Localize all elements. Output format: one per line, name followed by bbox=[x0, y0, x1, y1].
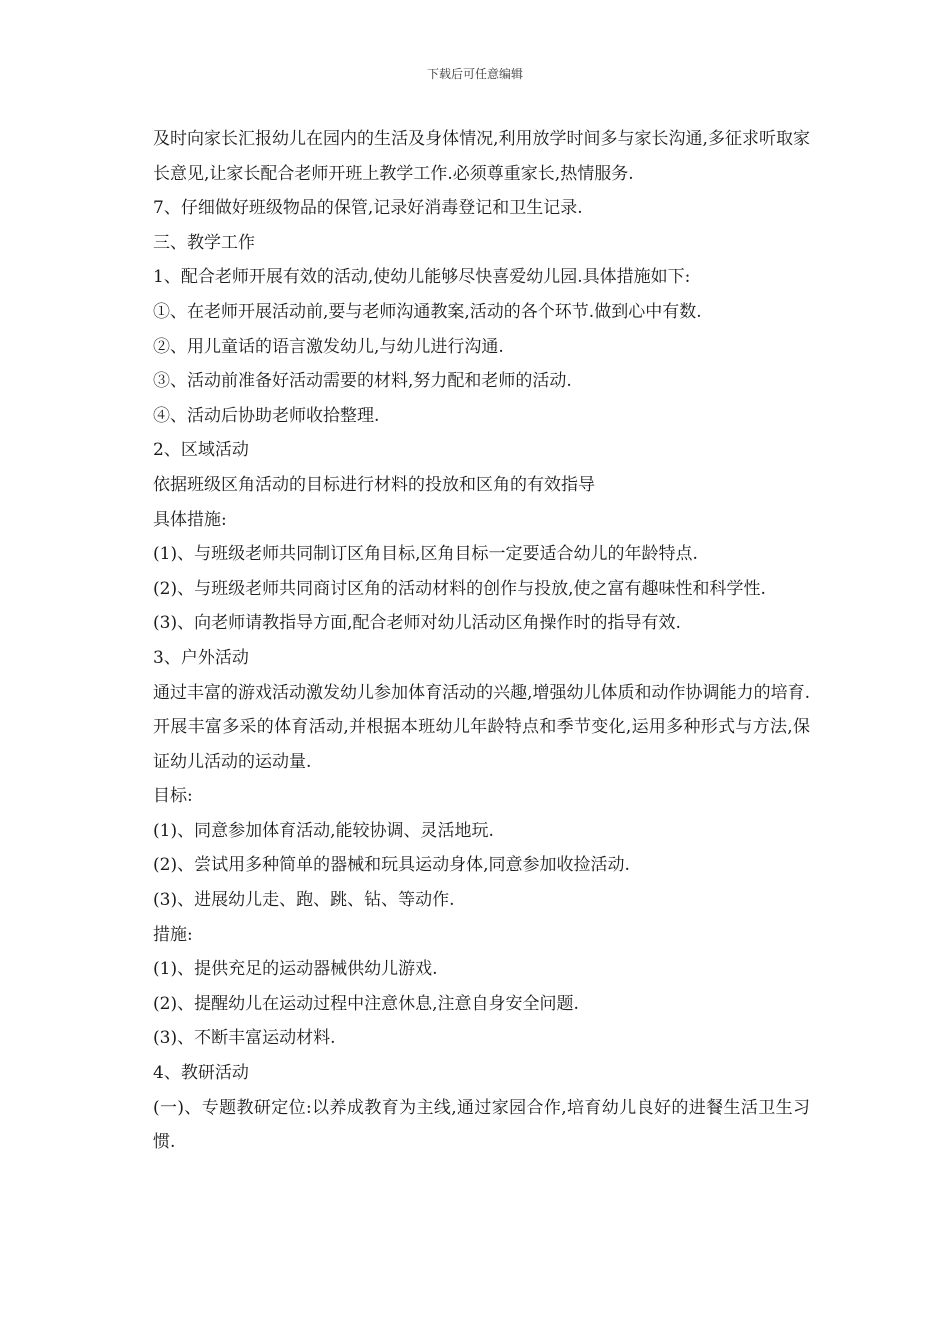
subsection-heading: 4、教研活动 bbox=[153, 1063, 249, 1084]
list-item: ②、用儿童话的语言激发幼儿,与幼儿进行沟通. bbox=[153, 336, 504, 357]
list-item: (3)、进展幼儿走、跑、跳、钻、等动作. bbox=[153, 890, 455, 911]
paragraph: 及时向家长汇报幼儿在园内的生活及身体情况,利用放学时间多与家长沟通,多征求听取家长意见,让家长配合老师开班上教学工作.必须尊重家长,热情服务. bbox=[153, 129, 810, 184]
paragraph: 通过丰富的游戏活动激发幼儿参加体育活动的兴趣,增强幼儿体质和动作协调能力的培育.开展丰富多采的体育活动,并根据本班幼儿年龄特点和季节变化,运用多种形式与方法,保证幼儿活动的运动量. bbox=[153, 682, 810, 772]
list-item: (1)、与班级老师共同制订区角目标,区角目标一定要适合幼儿的年龄特点. bbox=[153, 544, 698, 565]
list-item: (3)、不断丰富运动材料. bbox=[153, 1028, 336, 1049]
subsection-heading: 2、区域活动 bbox=[153, 440, 249, 461]
list-item: ③、活动前准备好活动需要的材料,努力配和老师的活动. bbox=[153, 371, 572, 392]
page-header: 下载后可任意编辑 bbox=[426, 67, 523, 81]
paragraph: 依据班级区角活动的目标进行材料的投放和区角的有效指导 bbox=[153, 474, 595, 495]
section-heading: 三、教学工作 bbox=[153, 232, 255, 253]
paragraph: 目标: bbox=[153, 786, 193, 807]
list-item: (3)、向老师请教指导方面,配合老师对幼儿活动区角操作时的指导有效. bbox=[153, 613, 681, 634]
list-item: ①、在老师开展活动前,要与老师沟通教案,活动的各个环节.做到心中有数. bbox=[153, 301, 702, 322]
paragraph: 具体措施: bbox=[153, 509, 227, 530]
list-item: (2)、提醒幼儿在运动过程中注意休息,注意自身安全问题. bbox=[153, 993, 579, 1014]
paragraph: 措施: bbox=[153, 924, 193, 945]
list-item: ④、活动后协助老师收拾整理. bbox=[153, 405, 380, 426]
list-item: (1)、提供充足的运动器械供幼儿游戏. bbox=[153, 959, 438, 980]
list-item: (2)、尝试用多种简单的器械和玩具运动身体,同意参加收捡活动. bbox=[153, 855, 630, 876]
list-item: (2)、与班级老师共同商讨区角的活动材料的创作与投放,使之富有趣味性和科学性. bbox=[153, 578, 766, 599]
document-body bbox=[145, 122, 810, 1160]
subsection-heading: 1、配合老师开展有效的活动,使幼儿能够尽快喜爱幼儿园.具体措施如下: bbox=[153, 267, 691, 288]
subsection-heading: 3、户外活动 bbox=[153, 647, 249, 668]
list-item: (1)、同意参加体育活动,能较协调、灵活地玩. bbox=[153, 820, 494, 841]
paragraph: 7、仔细做好班级物品的保管,记录好消毒登记和卫生记录. bbox=[153, 198, 583, 219]
paragraph: (一)、专题教研定位:以养成教育为主线,通过家园合作,培育幼儿良好的进餐生活卫生习惯. bbox=[153, 1097, 810, 1153]
